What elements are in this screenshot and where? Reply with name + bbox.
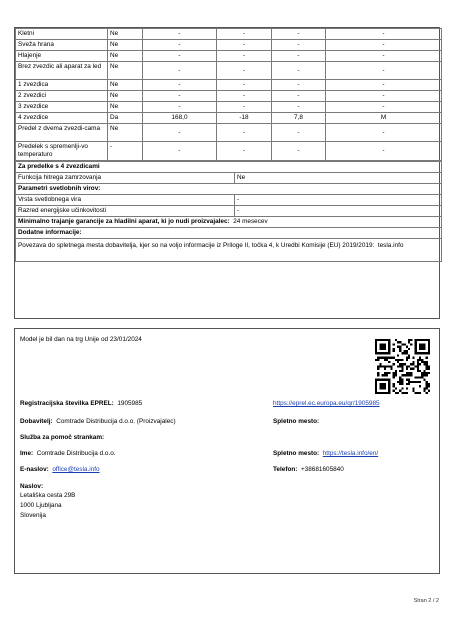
compartment-name: 4 zvezdice — [16, 113, 108, 124]
service-web-link[interactable]: https://tesla.info/en/ — [322, 450, 379, 457]
compartment-row — [16, 40, 442, 51]
service-name-label: Ime: — [20, 450, 34, 457]
compartment-row — [16, 113, 442, 124]
eprel-value: 1905985 — [117, 400, 143, 407]
compartment-volume: - — [143, 51, 217, 62]
compartment-row — [16, 102, 442, 113]
compartment-name: Predelek s spremenlji-vo temperaturo — [16, 142, 108, 161]
compartment-temperature: - — [217, 40, 272, 51]
email-label: E-naslov: — [20, 466, 49, 473]
compartment-volume: - — [143, 124, 217, 142]
compartment-volume: - — [143, 62, 217, 80]
compartment-table — [15, 28, 442, 161]
light-type-value: - — [235, 195, 442, 206]
four-star-heading: Za predelke s 4 zvezdicami — [16, 162, 442, 173]
compartment-present: Ne — [108, 62, 143, 80]
compartment-energy: - — [272, 102, 326, 113]
compartment-name: 2 zvezdici — [16, 91, 108, 102]
compartment-name: Sveža hrana — [16, 40, 108, 51]
guarantee-label: Minimalno trajanje garancije za hladilni aparat, ki jo nudi proizvajalec: — [18, 218, 230, 225]
qr-code-icon[interactable] — [375, 339, 430, 394]
compartment-name: Brez zvezdic ali aparat za led — [16, 62, 108, 80]
supplier-label: Dobavitelj: — [20, 418, 53, 425]
extra-text: Povezava do spletnega mesta dobavitelja, kjer so na voljo informacije iz Priloge II, točka 4, k Uredbi Komisije (EU) 2019/2019: — [18, 242, 375, 249]
service-name-value: Comtrade Distribucija d.o.o. — [36, 450, 116, 457]
email-link[interactable]: office@tesla.info — [52, 466, 100, 473]
compartment-volume: - — [143, 40, 217, 51]
compartment-volume: - — [143, 91, 217, 102]
compartment-temperature: - — [217, 51, 272, 62]
compartment-class: - — [326, 51, 442, 62]
compartment-volume: - — [143, 29, 217, 40]
email-row — [20, 466, 100, 474]
compartment-present: Ne — [108, 124, 143, 142]
compartment-temperature: - — [217, 62, 272, 80]
service-name-row — [20, 450, 116, 458]
compartment-volume: - — [143, 80, 217, 91]
compartment-energy: - — [272, 51, 326, 62]
phone-value: +38681605840 — [300, 466, 344, 473]
compartment-row — [16, 91, 442, 102]
compartment-name: 3 zvezdice — [16, 102, 108, 113]
compartment-temperature: - — [217, 29, 272, 40]
address-line-1: Letališka cesta 29B — [20, 492, 76, 499]
eprel-row — [20, 400, 142, 408]
compartment-name: Kletni — [16, 29, 108, 40]
service-heading: Služba za pomoč strankam: — [20, 434, 105, 441]
light-class-label: Razred energijske učinkovitosti — [16, 206, 235, 217]
compartment-energy: 7,8 — [272, 113, 326, 124]
extra-link[interactable]: tesla.info — [377, 242, 404, 249]
compartment-present: Ne — [108, 102, 143, 113]
compartment-energy: - — [272, 40, 326, 51]
service-web-label: Spletno mesto: — [273, 450, 320, 457]
compartment-energy: - — [272, 80, 326, 91]
compartment-row — [16, 80, 442, 91]
guarantee-value: 24 mesecev — [233, 218, 268, 225]
compartment-row — [16, 29, 442, 40]
compartment-present: Ne — [108, 51, 143, 62]
compartment-row — [16, 142, 442, 161]
fast-freeze-value: Ne — [235, 173, 442, 184]
compartment-temperature: - — [217, 124, 272, 142]
address-line-2: 1000 Ljubljana — [20, 502, 62, 509]
compartment-energy: - — [272, 62, 326, 80]
product-info-table-frame — [14, 27, 440, 319]
address-label: Naslov: — [20, 483, 44, 490]
compartment-volume: - — [143, 142, 217, 161]
compartment-temperature: - — [217, 80, 272, 91]
light-type-label: Vrsta svetlobnega vira — [16, 195, 235, 206]
compartment-row — [16, 51, 442, 62]
eprel-label: Registracijska številka EPREL: — [20, 400, 114, 407]
compartment-class: - — [326, 124, 442, 142]
address-line-3: Slovenija — [20, 512, 46, 519]
compartment-present: Ne — [108, 80, 143, 91]
compartment-row — [16, 62, 442, 80]
compartment-name: Predel z dvema zvezdi-cama — [16, 124, 108, 142]
compartment-temperature: - — [217, 91, 272, 102]
light-class-value: - — [235, 206, 442, 217]
compartment-class: - — [326, 62, 442, 80]
extra-text-cell — [16, 239, 442, 262]
eprel-url-link[interactable]: https://eprel.ec.europa.eu/qr/1905985 — [273, 400, 380, 407]
compartment-energy: - — [272, 124, 326, 142]
page-number: Stran 2 / 2 — [413, 598, 439, 604]
phone-label: Telefon: — [273, 466, 298, 473]
extra-heading: Dodatne informacije: — [16, 228, 442, 239]
compartment-energy: - — [272, 29, 326, 40]
four-star-table — [15, 161, 442, 262]
compartment-present: Ne — [108, 91, 143, 102]
phone-row — [273, 466, 344, 474]
compartment-present: - — [108, 142, 143, 161]
compartment-row — [16, 124, 442, 142]
compartment-present: Da — [108, 113, 143, 124]
compartment-class: M — [326, 113, 442, 124]
market-date-text: Model je bil dan na trg Unije od 23/01/2024 — [20, 336, 142, 343]
compartment-class: - — [326, 80, 442, 91]
light-heading: Parametri svetlobnih virov: — [16, 184, 442, 195]
supplier-value: Comtrade Distribucija d.o.o. (Proizvajalec) — [56, 418, 176, 425]
compartment-class: - — [326, 142, 442, 161]
compartment-name: Hlajenje — [16, 51, 108, 62]
compartment-temperature: - — [217, 102, 272, 113]
compartment-class: - — [326, 91, 442, 102]
compartment-volume: 168,0 — [143, 113, 217, 124]
compartment-energy: - — [272, 91, 326, 102]
compartment-energy: - — [272, 142, 326, 161]
service-web-row — [273, 450, 378, 458]
supplier-row — [20, 418, 176, 426]
compartment-class: - — [326, 40, 442, 51]
compartment-temperature: -18 — [217, 113, 272, 124]
compartment-name: 1 zvezdica — [16, 80, 108, 91]
compartment-class: - — [326, 29, 442, 40]
supplier-web-label: Spletno mesto: — [273, 418, 320, 425]
compartment-present: Ne — [108, 40, 143, 51]
compartment-present: Ne — [108, 29, 143, 40]
compartment-class: - — [326, 102, 442, 113]
compartment-volume: - — [143, 102, 217, 113]
fast-freeze-label: Funkcija hitrega zamrzovanja — [16, 173, 235, 184]
guarantee-row — [16, 217, 442, 228]
compartment-temperature: - — [217, 142, 272, 161]
